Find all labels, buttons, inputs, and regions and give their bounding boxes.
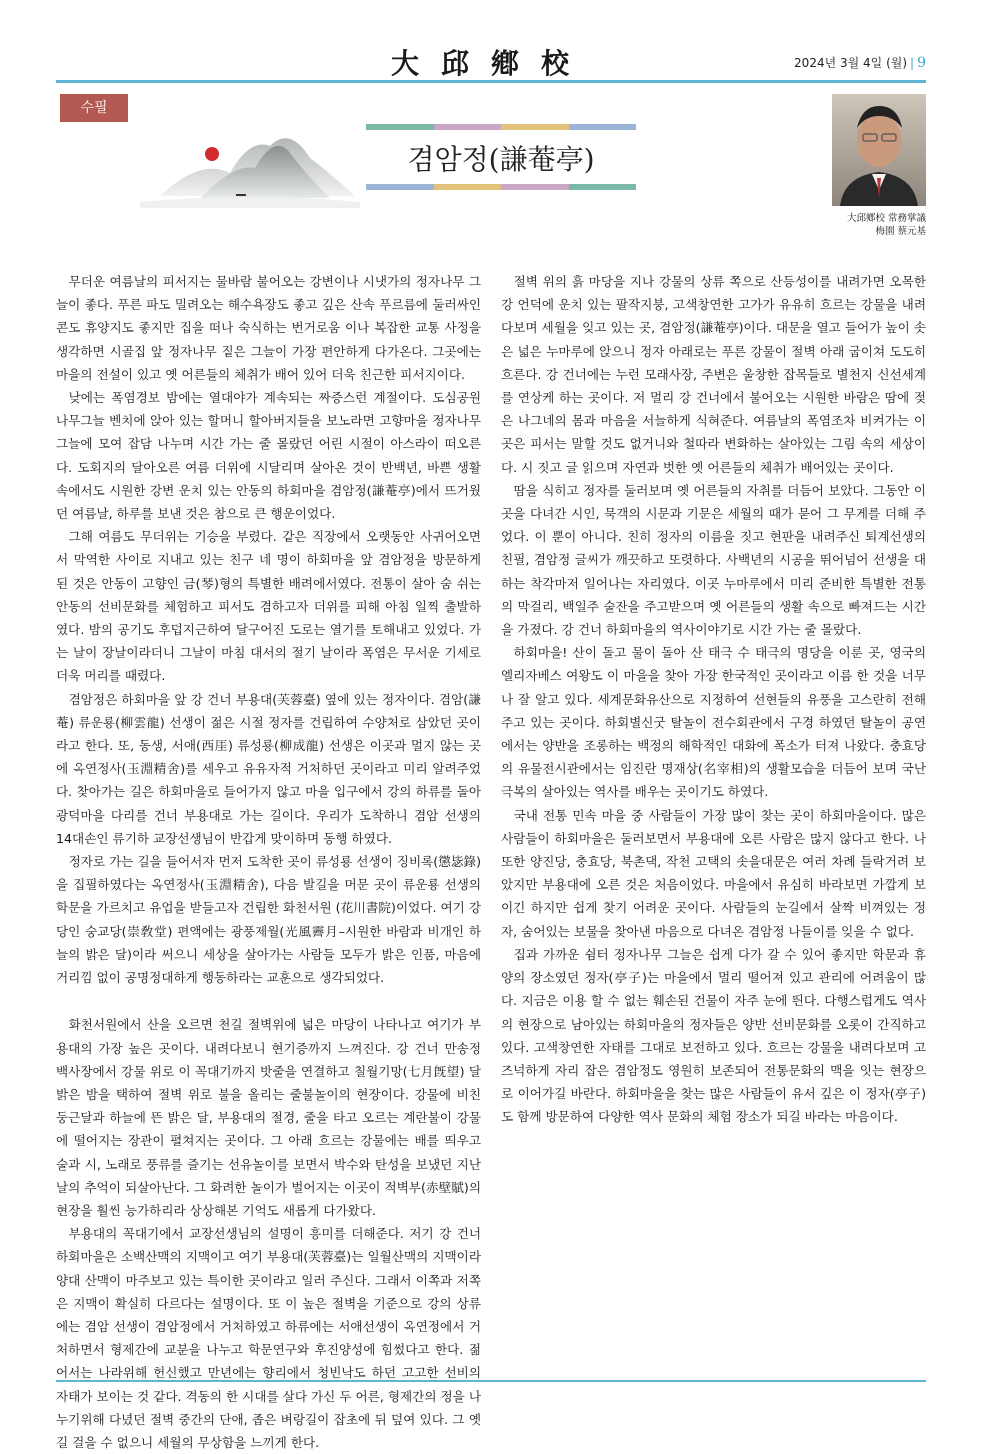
author-portrait-graphic: [832, 94, 926, 206]
article-heading: [366, 124, 636, 190]
paragraph: 국내 전통 민속 마을 중 사람들이 가장 많이 찾는 곳이 하회마을이다. 많은 사람들이 하회마을은 둘러보면서 부용대에 오른 사람은 많지 않다고 한다. 나 또한 양진당, 충효당, 북촌댁, 작천 고택의 솟을대문은 여러 차례 들락거려 보았지만 부용대에 오른 것은 처음이었다. 마을에서 유심히 바라보면 가깝게 보이긴 하지만 쉽게 찾기 어려운 곳이다. 사람들의 눈길에서 살짝 비껴있는 정자, 숨어있는 보물을 찾아낸 마음으로 다녀온 겸암정 나들이를 잊을 수 없다.: [501, 807, 926, 939]
masthead: [0, 38, 982, 78]
author-name: 梅園 蔡元基: [875, 226, 926, 237]
article-column-right: [501, 270, 926, 1129]
article-column-left: [56, 270, 481, 1454]
paragraph: 정자로 가는 길을 들어서자 먼저 도착한 곳이 류성룡 선생이 징비록(懲毖錄)을 집필하였다는 옥연정사(玉淵精舍), 다음 발길을 머문 곳이 류운룡 선생의 학문을 가르치고 유업을 받들고자 건립한 화천서원 (花川書院)이었다. 여기 강당인 숭교당(崇敎堂) 편액에는 광풍제월(光風霽月–시원한 바람과 비개인 하늘의 밝은 달)이라 써으니 세상을 살아가는 사람들 모두가 밝은 인품, 마음에 거리낌 없이 공명정대하게 행동하라는 교훈으로 생각되었다.: [56, 854, 481, 986]
newspaper-title: 大邱鄕校: [390, 47, 591, 80]
paragraph: 땀을 식히고 정자를 둘러보며 옛 어른들의 자취를 더듬어 보았다. 그동안 이곳을 다녀간 시인, 묵객의 시문과 기문은 세월의 때가 묻어 그 무게를 더해 주었다. 이 뿐이 아니다. 친히 정자의 이름을 짓고 현판을 내려주신 퇴계선생의 친필, 겸암정 글씨가 깨끗하고 또렷하다. 사백년의 시공을 뛰어넘어 선생을 대하는 착각마저 일어나는 자리였다. 이곳 누마루에서 미리 준비한 특별한 전통의 막걸리, 백일주 술잔을 주고받으며 옛 어른들의 생활 속으로 빠져드는 시간을 가졌다. 강 건너 하회마을의 역사이야기로 시간 가는 줄 몰랐다.: [501, 482, 926, 638]
paragraph-gap: [56, 989, 481, 1013]
footer-rule: [56, 1380, 926, 1382]
page-number: 9: [917, 55, 926, 71]
issue-date: [794, 54, 926, 71]
paragraph: 그해 여름도 무더위는 기승을 부렸다. 같은 직장에서 오랫동안 사귀어오면서 막역한 사이로 지내고 있는 친구 네 명이 하회마을 앞 겸암정을 방문하게 된 것은 안동이 고향인 금(琴)형의 특별한 배려에서였다. 전통이 살아 숨 쉬는 안동의 선비문화를 체험하고 피서도 겸하고자 더위를 피해 아침 일찍 출발하였다. 밤의 공기도 후덥지근하여 달구어진 도로는 열기를 토해내고 있었다. 가는 날이 장날이라더니 그날이 마침 대서의 절기 날이라 폭염은 무서운 기세로 더욱 머리를 때렸다.: [56, 529, 481, 684]
paragraph: 집과 가까운 쉼터 정자나무 그늘은 쉽게 다가 갈 수 있어 좋지만 학문과 휴양의 장소였던 정자(亭子)는 마을에서 멀리 떨어져 있고 관리에 어려움이 많다. 지금은 이용 할 수 없는 훼손된 건물이 자주 눈에 띈다. 다행스럽게도 역사의 현장으로 남아있는 하회마을의 정자들은 양반 선비문화를 오롯이 간직하고 있다. 고색창연한 자태를 그대로 보전하고 있다. 흐르는 강물을 내려다보며 고즈넉하게 자리 잡은 겸암정도 영원히 보존되어 전통문화의 맥을 잇는 현장으로 이어가길 바란다. 하회마을을 찾는 많은 사람들이 유서 깊은 이 정자(亭子)도 함께 방문하여 다양한 역사 문화의 체험 장소가 되길 바라는 마음이다.: [501, 946, 926, 1125]
header-rule: [56, 80, 926, 83]
heading-decoration-bottom: [366, 184, 636, 190]
paragraph: 겸암정은 하회마을 앞 강 건너 부용대(芙蓉臺) 옆에 있는 정자이다. 겸암(謙菴) 류운룡(柳雲龍) 선생이 젊은 시절 정자를 건립하여 수양처로 삼았던 곳이라고 한다. 또, 동생, 서애(西厓) 류성룡(柳成龍) 선생은 이곳과 멀지 않는 곳에 옥연정사(玉淵精舍)를 세우고 유유자적 거처하던 곳이라고 미리 알려주었다. 찾아가는 길은 하회마을로 들어가지 않고 마을 입구에서 강의 하류를 돌아 광덕마을 다리를 건너 부용대로 가는 길이다. 우리가 도착하니 겸암 선생의 14대손인 류기하 교장선생님이 반갑게 맞이하며 동행 하였다.: [56, 691, 481, 846]
author-caption: [760, 212, 926, 238]
paragraph: 부용대의 꼭대기에서 교장선생님의 설명이 흥미를 더해준다. 저기 강 건너 하회마을은 소백산맥의 지맥이고 여기 부용대(芙蓉臺)는 일월산맥의 지맥이라 양대 산맥이 마주보고 있는 특이한 곳이라고 일러 주신다. 그래서 이쪽과 저쪽은 지맥이 확실히 다르다는 설명이다. 또 이 높은 절벽을 기준으로 강의 상류에는 겸암 선생이 겸암정에서 거처하였고 하류에는 서애선생이 옥연정에서 거처하면서 형제간에 교분을 나누고 학문연구와 후진양성에 힘썼다고 한다. 젊어서는 나라위해 헌신했고 만년에는 향리에서 청빈낙도 하던 고고한 선비의 자태가 보이는 것 같다. 격동의 한 시대를 살다 가신 두 어른, 형제간의 정을 나누기위해 다녔던 절벽 중간의 단애, 좁은 벼랑길이 잡초에 뒤 덮여 있다. 그 옛길 걸을 수 없으니 세월의 무상함을 느끼게 한다.: [56, 1226, 482, 1450]
paragraph: 절벽 위의 흙 마당을 지나 강물의 상류 쪽으로 산등성이를 내려가면 오목한 강 언덕에 운치 있는 팔작지붕, 고색창연한 고가가 유유히 흐르는 강물을 내려다보며 세월을 잊고 있는 곳, 겸암정(謙菴亭)이다. 대문을 열고 들어가 높이 솟은 넓은 누마루에 앉으니 정자 아래로는 푸른 강물이 절벽 아래 굽이쳐 도도히 흐른다. 강 건너에는 누런 모래사장, 주변은 울창한 잡목들로 별천지 신선세계를 연상케 하는 곳이다. 저 멀리 강 건너에서 불어오는 시원한 바람은 땀에 젖은 나그네의 몸과 마음을 서늘하게 식혀준다. 여름날의 폭염조차 비켜가는 이곳은 피서는 말할 것도 없거니와 철따라 변화하는 살아있는 그림 속의 세상이다. 시 짓고 글 읽으며 자연과 벗한 옛 어른들의 체취가 배어있는 곳이다.: [501, 274, 926, 475]
date-separator: |: [910, 56, 915, 70]
author-photo: [832, 94, 926, 206]
paragraph: 낮에는 폭염경보 밤에는 열대야가 계속되는 짜증스런 계절이다. 도심공원 나무그늘 벤치에 앉아 있는 할머니 할아버지들을 보노라면 고향마을 정자나무 그늘에 모여 잡담 나누며 시간 가는 줄 몰랐던 어린 시절이 아스라이 떠오른다. 도회지의 달아오른 여름 더위에 시달리며 살아온 것이 반백년, 바쁜 생활 속에서도 시원한 강변 운치 있는 안동의 하회마을 겸암정(謙菴亭)에서 뜨거웠던 여름날, 하루를 보낸 것은 참으로 큰 행운이었다.: [56, 390, 481, 522]
paragraph: 화천서원에서 산을 오르면 천길 절벽위에 넓은 마당이 나타나고 여기가 부용대의 가장 높은 곳이다. 내려다보니 현기증까지 느껴진다. 강 건너 만송정 백사장에서 강물 위로 이 꼭대기까지 밧줄을 연결하고 칠월기망(七月旣望) 달 밝은 밤을 택하여 절벽 위로 불을 올리는 줄불놀이의 현장이다. 강물에 비친 둥근달과 하늘에 뜬 밝은 달, 부용대의 절경, 줄을 타고 오르는 계란불이 강물에 떨어지는 장관이 펼쳐지는 곳이다. 그 아래 흐르는 강물에는 배를 띄우고 술과 시, 노래로 풍류를 즐기는 선유놀이를 보면서 박수와 탄성을 보냈던 지난날의 추억이 되살아난다. 그 화려한 놀이가 벌어지는 이곳이 적벽부(赤壁賦)의 현장을 훨씬 능가하리라 상상해본 기억도 새롭게 다가왔다.: [56, 1017, 481, 1218]
landscape-illustration: [140, 118, 360, 208]
date-text: 2024년 3월 4일 (월): [794, 56, 908, 70]
heading-decoration: [366, 124, 636, 130]
section-badge: 수필: [60, 94, 128, 122]
article-title: 겸암정(謙菴亭): [407, 143, 595, 176]
paragraph: 하회마을! 산이 돌고 물이 돌아 산 태극 수 태극의 명당을 이룬 곳, 영국의 엘리자베스 여왕도 이 마을을 찾아 가장 한국적인 곳이라고 이름 한 것을 너무나 잘 알고 있다. 세계문화유산으로 지정하여 선현들의 유풍을 고스란히 전해 주고 있는 곳이다. 하회별신굿 탈놀이 전수회관에서 구경 하였던 탈놀이 공연에서는 양반을 조롱하는 백정의 해학적인 대화에 폭소가 터져 나왔다. 충효당의 유물전시관에서는 임진란 명재상(名宰相)의 생활모습을 더듬어 보며 국난극복의 살아있는 역사를 배우는 곳이기도 하였다.: [501, 645, 926, 800]
paragraph: 무더운 여름날의 피서지는 물바람 불어오는 강변이나 시냇가의 정자나무 그늘이 좋다. 푸른 파도 밀려오는 해수욕장도 좋고 깊은 산속 푸르름에 둘러싸인 콘도 휴양지도 좋지만 집을 떠나 숙식하는 번거로움 이나 복잡한 교통 사정을 생각하면 시골집 앞 정자나무 짙은 그늘이 가장 편안하게 다가온다. 그곳에는 마을의 전설이 있고 옛 어른들의 체취가 배어 있어 더욱 친근한 피서지이다.: [56, 274, 481, 382]
author-position: 大邱鄕校 常務掌議: [846, 213, 926, 224]
